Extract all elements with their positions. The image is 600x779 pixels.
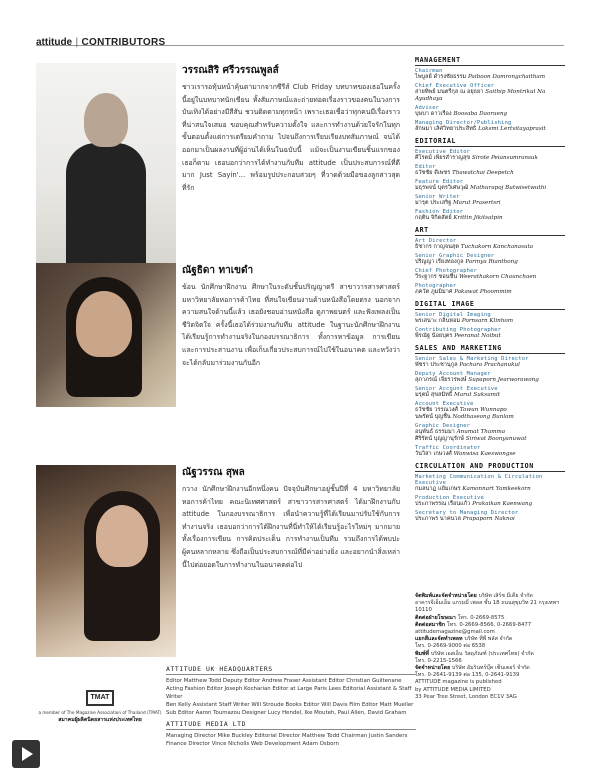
contributor-name: ณัฐธิดา ทาเขดำ — [182, 265, 254, 276]
masthead-person: ธิชากร กาญจนสุต Tuchakorn Kanchanasuta — [415, 244, 534, 250]
masthead-role: Account Executive — [415, 401, 474, 407]
publisher-line: จัดพิมพ์และจัดจำหน่ายโดย บริษัท เสิร์ช มีเดีย จำกัด — [415, 593, 533, 599]
masthead-role: Chairman — [415, 68, 443, 74]
contributor-bio-3 — [182, 465, 400, 571]
publisher-line: โทร. 0-2669-9000 ต่อ 6538 — [415, 643, 486, 650]
masthead-role: Art Director — [415, 238, 457, 244]
masthead-person: ธวัชชัย วรรณวงศ์ Tawun Wunnapo — [415, 407, 507, 413]
masthead-role: Senior Sales & Marketing Director — [415, 356, 529, 362]
masthead-role: Chief Executive Officer — [415, 83, 495, 89]
masthead-role: Editor — [415, 164, 436, 170]
masthead-person: วันวิสา เกษวงศ์ Wanwisa Kaeswongse — [415, 451, 516, 457]
masthead-person: วีระฐากร ชอนชื่น Weerathakorn Chaunchaen — [415, 274, 537, 280]
masthead-role: Feature Editor — [415, 179, 464, 185]
masthead-section-title: SALES AND MARKETING — [415, 344, 565, 354]
contributor-photo-1 — [36, 63, 176, 263]
masthead-person: ประภาพร นาคนวล Prapaporn Naknoi — [415, 516, 515, 522]
masthead-role: Photographer — [415, 283, 457, 289]
contributor-bio-1 — [182, 63, 400, 194]
contributor-text: ชาวเรารอทุ้นหน้าคุ้นตามากจากซีรีส์ Club Friday บทบาทของเธอในครั้งนี้อยู่ในบทบาทนักเขียน ทั้งสัมภาษณ์และถ่ายทอดเรื่องราวของคนในวงการบันเทิงได้อย่างมีสีสัน ชวนติดตามทุกหน้า เพราะเธอเชื่อว่าทุกคนมีเรื่องราวที่น่าสนใจเสมอ ขอบคุณสำหรับความตั้งใจ และการทำงานด้วยใจรักในทุกขั้นตอนตั้งแต่การเตรียมคำถาม ไปจนถึงการเรียบเรียงบทสัมภาษณ์ จนได้ออกมาเป็นผลงานที่ผู้อ่านได้เห็นในฉบับนี้ แม้จะเป็นงานเขียนชิ้นแรกของเธอก็ตาม เธอบอกว่าการได้ทำงานกับทีม attitude เป็นประสบการณ์ที่ดีมาก Just Sayin'... พร้อมรูปประกอบสวยๆ ที่วาดด้วยมือของลูกสาวสุดที่รัก — [182, 83, 400, 192]
play-icon[interactable] — [12, 740, 40, 768]
contributor-name: ณัฐวรรณ สุพล — [182, 467, 245, 478]
publisher-line: ติดต่อฝ่ายโฆษณา โทร. 0-2669-8575 — [415, 614, 505, 621]
masthead-person: ประภาพรรณ เรือนแก้ว Prakaikan Kaenwang — [415, 501, 533, 507]
publisher-line: อาคารจีเอ็มเอ็ม แกรมมี่ เพลส ชั้น 18 ถนนสุขุมวิท 21 กรุงเทพฯ 10110 — [415, 600, 559, 614]
publisher-line: โทร. 0-2215-1566 — [415, 657, 462, 664]
magazine-name: attitude — [36, 37, 73, 48]
page-header — [36, 30, 564, 46]
masthead-role: Managing Director/Publishing — [415, 120, 512, 126]
masthead-person: อนุพันธ์ ธรรมมา Anumat Thamma — [415, 429, 506, 435]
masthead-person: พัชรา ประชานุกูล Pachara Prachanukul — [415, 362, 520, 368]
masthead-role: Fashion Editor — [415, 209, 464, 215]
publisher-line: โทร. 0-2641-9139 ต่อ 135, 0-2641-9139 — [415, 672, 520, 679]
publisher-line: แยกสีและจัดทำเพลท บริษัท ทีพี พลัส จำกัด — [415, 636, 513, 643]
publisher-line: พิมพ์ที่ บริษัท เอสเอ็น วัสดุภัณฑ์ (ประเทศไทย) จำกัด — [415, 650, 534, 657]
masthead-role: Secretary to Managing Director — [415, 510, 519, 516]
uk-media-title: ATTITUDE MEDIA LTD — [166, 720, 416, 730]
masthead-role: Senior Digital Imaging — [415, 312, 491, 318]
tmat-logo: TMAT — [86, 690, 114, 706]
masthead-section-title: ART — [415, 226, 565, 236]
uk-hq-line: Editor Matthew Todd Deputy Editor Andrew Fraser Assistant Editor Christian Guiltenane — [166, 678, 402, 684]
masthead-role: Chief Photographer — [415, 268, 478, 274]
masthead-role: Deputy Account Manager — [415, 371, 491, 377]
masthead-person: ไพบูลย์ ดำรงชัยธรรม Paiboon Damrongchaitham — [415, 74, 546, 80]
publisher-line: by ATTITUDE MEDIA LIMITED — [415, 686, 491, 693]
masthead-role: Graphic Designer — [415, 423, 471, 429]
masthead-person: ปริญญา เรียงทองกูล Parinya Rianthong — [415, 259, 518, 265]
masthead-role: Traffic Coordinator — [415, 445, 481, 451]
publisher-line: จัดจำหน่ายโดย บริษัท อัมรินทร์บุ๊ค เซ็นเตอร์ จำกัด — [415, 665, 530, 672]
uk-hq-line: Sub Editor Aaron Toumazou Designer Lucy Hendel, Ike Mouteh, Paul Allen, David Graham — [166, 710, 407, 716]
masthead-role: Senior Account Executive — [415, 386, 498, 392]
masthead-person: ศิริรัตน์ บุญญานุรักษ์ Siriwat Boonyanuwat — [415, 436, 527, 442]
masthead-role: Marketing Communication & Circulation Executive — [415, 474, 543, 486]
section-title: CONTRIBUTORS — [81, 37, 166, 48]
masthead-role: Adviser — [415, 105, 440, 111]
masthead-section-title: MANAGEMENT — [415, 56, 565, 66]
contributor-name: วรรณสิริ ศรีวรรณพูลส์ — [182, 65, 279, 76]
publisher-line: 33 Pear Tree Street, London EC1V 3AG — [415, 693, 517, 700]
masthead-role: Executive Editor — [415, 149, 471, 155]
masthead-person: นพรัตน์ บุญชื่น Nodthaseong Bunlam — [415, 414, 514, 420]
contributor-text: ข้อน นักศึกษาฝึกงาน ศึกษาในระดับชั้นปริญญาตรี สาขาวารสารศาสตร์ มหาวิทยาลัยหอการค้าไทย ที่สนใจเขียนงานด้านหนังสือโดยตรง นอกจากความสนใจด้านนี้แล้ว เธอยังชอบอ่านหนังสือ ดูภาพยนตร์ และฟังเพลงเป็นชีวิตจิตใจ ครั้งนี้เธอได้ร่วมงานกับทีม attitude ในฐานะนักศึกษาฝึกงาน ได้เรียนรู้การทำงานจริงในกองบรรณาธิการ ทั้งการหาข้อมูล การเขียน และการประสานงาน เพื่อเก็บเกี่ยวประสบการณ์ไปใช้ในอนาคต และหวังว่าจะได้กลับมาร่วมงานกันอีก — [182, 283, 400, 367]
masthead-role: Contributing Photographer — [415, 327, 502, 333]
masthead-person: กฤติน จิกิตสัตย์ Krittin Jikitsatpin — [415, 215, 503, 221]
masthead-person: บุษบา ดาวเรือง Boosaba Daorueng — [415, 111, 508, 117]
masthead-person: สายทิพย์ มนตรีกุล ณ อยุธยา Saithip Montrikul Na Ayudhaya — [415, 89, 546, 102]
masthead-section-title: CIRCULATION AND PRODUCTION — [415, 462, 565, 472]
contributor-text: กวาง นักศึกษาฝึกงานอีกหนึ่งคน ปัจจุบันศึกษาอยู่ชั้นปีที่ 4 มหาวิทยาลัยหอการค้าไทย คณะนิเทศศาสตร์ สาขาวารสารศาสตร์ ได้มาฝึกงานกับ attitude ในกองบรรณาธิการ เพื่อนำความรู้ที่ได้เรียนมาปรับใช้กับการทำงานจริง เธอบอกว่าการได้ฝึกงานที่นี่ทำให้ได้เรียนรู้อะไรใหม่ๆ มากมาย ทั้งเรื่องการเขียน การคิดประเด็น การทำงานเป็นทีม รวมถึงการได้พบปะผู้คนหลากหลาย ซึ่งถือเป็นประสบการณ์ที่มีค่าอย่างยิ่ง และอยากนำสิ่งเหล่านี้ไปต่อยอดในการทำงานในอนาคตต่อไป — [182, 485, 400, 569]
masthead-person: ธวัชชัย ดีเพชร Thawatchai Deepetch — [415, 170, 514, 176]
header-separator: | — [75, 37, 79, 48]
uk-credits — [166, 662, 416, 748]
masthead-role: Production Executive — [415, 495, 484, 501]
uk-hq-line: Ben Kelly Assistant Staff Writer Will Stroude Books Editor Will Davis Film Editor Matt Mueller — [166, 702, 414, 708]
masthead-person: พรเสนาะ กลิ่นหอม Pornsarn Klinhom — [415, 318, 513, 324]
uk-media-line: Finance Director Vince Nicholls Web Development Adam Osborn — [166, 741, 339, 747]
masthead-person: สุภาภรณ์ เจียรวรพงษ์ Supaporn Jearworawong — [415, 377, 539, 383]
contributor-bio-2 — [182, 263, 400, 369]
masthead-person: ศิโรตม์ เพียรสำราญสุข Sirote Peiansumransuk — [415, 155, 538, 161]
masthead-role: Senior Graphic Designer — [415, 253, 495, 259]
tmat-caption: a member of The Magazine Association of Thailand (TMAT) — [38, 710, 162, 715]
publisher-line: attitudemagazine@gmail.com — [415, 629, 495, 636]
contributor-photo-2 — [36, 263, 176, 407]
uk-hq-title: ATTITUDE UK HEADQUARTERS — [166, 665, 416, 675]
tmat-badge — [36, 690, 164, 724]
publisher-line: ติดต่อสมาชิก โทร. 0-2669-8566, 0-2669-8477 — [415, 621, 532, 628]
publisher-line: ATTITUDE magazine is published — [415, 679, 502, 686]
masthead — [415, 52, 565, 523]
masthead-person: ภควัต ภูมมิมาศ Pakawat Phoommim — [415, 289, 512, 295]
masthead-section-title: DIGITAL IMAGE — [415, 300, 565, 310]
masthead-person: มารุต ประเสริฐ Marut Prasertsri — [415, 200, 501, 206]
masthead-person: มรุตม์ สุขสมิทธิ์ Marut Suksumit — [415, 392, 501, 398]
masthead-role: Senior Writer — [415, 194, 460, 200]
uk-media-line: Managing Director Mike Buckley Editorial Director Matthew Todd Chairman Justin Sanders — [166, 733, 408, 739]
publisher-info — [415, 593, 565, 701]
tmat-caption-thai: สมาคมผู้ผลิตนิตยสารแห่งประเทศไทย — [58, 717, 142, 724]
masthead-person: กมลนาฏ แย้มเกษร Kamonnart Yamkeekorn — [415, 486, 531, 492]
contributor-photo-3 — [36, 465, 176, 657]
masthead-section-title: EDITORIAL — [415, 137, 565, 147]
masthead-person: มธุรพจน์ บุตรวิเศษวุฒิ Mathurapoj Butwisetwuthi — [415, 185, 547, 191]
uk-hq-line: Acting Fashion Editor Joseph Kocharian Editor at Large Paris Lees Editorial Assistant & Staff Writer — [166, 686, 412, 700]
masthead-person: ลักษมา เลิศวิทยาประสิทธิ Laksmi Lertvitayaprasit — [415, 126, 546, 132]
masthead-person: พีรณัฐ น้อยบุตร Peeranat Noibut — [415, 333, 501, 339]
